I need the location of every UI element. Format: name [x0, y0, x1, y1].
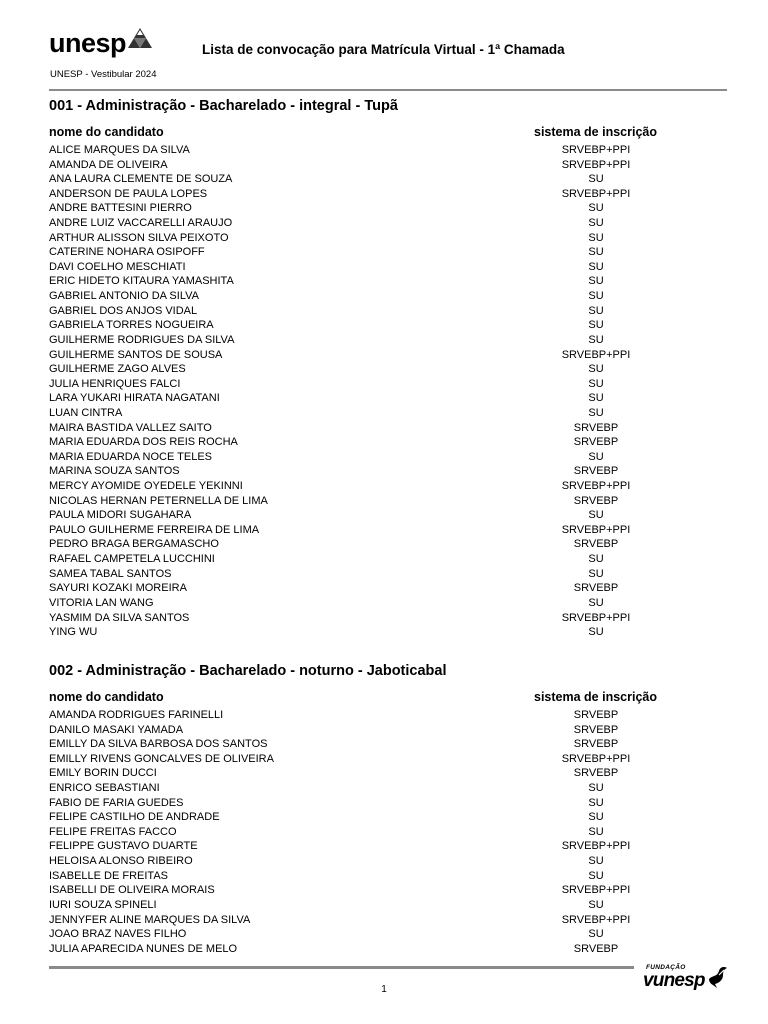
candidate-name: YING WU	[49, 626, 98, 639]
candidate-row	[49, 274, 729, 289]
page-header	[49, 26, 727, 84]
candidate-system: SU	[588, 275, 604, 288]
candidate-name: MERCY AYOMIDE OYEDELE YEKINNI	[49, 480, 243, 493]
candidate-row	[49, 596, 729, 611]
candidate-system: SU	[588, 392, 604, 405]
candidate-name: ENRICO SEBASTIANI	[49, 782, 160, 795]
candidate-name: EMILLY DA SILVA BARBOSA DOS SANTOS	[49, 738, 268, 751]
candidate-row	[49, 318, 729, 333]
candidate-name: ANDERSON DE PAULA LOPES	[49, 187, 208, 200]
candidate-name: GABRIEL DOS ANJOS VIDAL	[49, 304, 198, 317]
candidate-row	[49, 737, 729, 752]
candidate-name: RAFAEL CAMPETELA LUCCHINI	[49, 553, 215, 566]
candidate-system: SRVEBP	[573, 436, 619, 449]
candidate-system: SU	[588, 567, 604, 580]
candidate-row	[49, 752, 729, 767]
candidate-system: SRVEBP+PPI	[561, 840, 631, 853]
course-section	[49, 96, 729, 640]
candidate-row	[49, 348, 729, 363]
candidate-system: SRVEBP	[573, 709, 619, 721]
candidate-name: DANILO MASAKI YAMADA	[49, 723, 184, 736]
candidate-system: SRVEBP+PPI	[561, 480, 631, 493]
candidate-row	[49, 187, 729, 202]
candidate-name: GUILHERME SANTOS DE SOUSA	[49, 348, 223, 361]
section-title: 001 - Administração - Bacharelado - integral - Tupã	[49, 98, 398, 114]
candidate-system: SU	[588, 782, 604, 795]
candidate-name: FELIPE CASTILHO DE ANDRADE	[49, 811, 220, 824]
candidate-system: SRVEBP+PPI	[561, 158, 631, 171]
candidate-row	[49, 377, 729, 392]
candidate-name: NICOLAS HERNAN PETERNELLA DE LIMA	[49, 494, 268, 507]
candidate-system: SU	[588, 231, 604, 244]
candidate-system: SRVEBP+PPI	[561, 523, 631, 536]
candidate-system: SU	[588, 450, 604, 463]
candidate-name: ANDRE LUIZ VACCARELLI ARAUJO	[49, 217, 233, 230]
candidate-system: SU	[588, 553, 604, 566]
candidate-row	[49, 839, 729, 854]
candidate-name: LARA YUKARI HIRATA NAGATANI	[49, 392, 220, 405]
logo-wordmark: unesp	[49, 28, 127, 58]
candidate-system: SU	[588, 796, 604, 809]
candidate-name: ISABELLI DE OLIVEIRA MORAIS	[49, 884, 215, 897]
candidate-system: SU	[588, 202, 604, 215]
candidate-row	[49, 508, 729, 523]
candidate-row	[49, 464, 729, 479]
candidate-row	[49, 537, 729, 552]
candidate-row	[49, 942, 729, 957]
candidate-name: GUILHERME RODRIGUES DA SILVA	[49, 333, 235, 346]
candidate-name: MARINA SOUZA SANTOS	[49, 465, 180, 478]
candidate-row	[49, 494, 729, 509]
candidate-name: SAYURI KOZAKI MOREIRA	[49, 582, 187, 595]
candidate-system: SRVEBP	[573, 942, 619, 955]
candidate-name: AMANDA RODRIGUES FARINELLI	[49, 709, 224, 721]
candidate-name: IURI SOUZA SPINELI	[49, 898, 157, 911]
candidate-name: GABRIEL ANTONIO DA SILVA	[49, 290, 199, 303]
column-headers	[49, 125, 729, 143]
candidate-row	[49, 927, 729, 942]
candidate-row	[49, 333, 729, 348]
candidate-row	[49, 552, 729, 567]
candidate-system: SRVEBP+PPI	[561, 348, 631, 361]
candidate-name: ANA LAURA CLEMENTE DE SOUZA	[49, 173, 233, 186]
column-header-name: nome do candidato	[49, 125, 164, 139]
candidate-row	[49, 567, 729, 582]
candidate-name: ALICE MARQUES DA SILVA	[49, 144, 190, 156]
candidate-system: SU	[588, 825, 604, 838]
candidate-system: SU	[588, 626, 604, 639]
candidate-row	[49, 825, 729, 840]
candidate-row	[49, 766, 729, 781]
candidate-row	[49, 362, 729, 377]
candidate-system: SRVEBP+PPI	[561, 752, 631, 765]
candidate-name: GUILHERME ZAGO ALVES	[49, 363, 186, 376]
candidate-system: SRVEBP+PPI	[561, 611, 631, 624]
candidate-row	[49, 158, 729, 173]
candidate-system: SU	[588, 509, 604, 522]
candidate-row	[49, 611, 729, 626]
candidate-row	[49, 723, 729, 738]
candidate-system: SRVEBP+PPI	[561, 884, 631, 897]
logo-caption: FUNDAÇÃO	[646, 964, 686, 971]
candidate-row	[49, 796, 729, 811]
section-title: 002 - Administração - Bacharelado - noturno - Jaboticabal	[49, 663, 447, 679]
candidate-name: EMILY BORIN DUCCI	[49, 767, 157, 780]
candidate-system: SU	[588, 363, 604, 376]
unesp-logo	[49, 26, 152, 60]
document-subtitle: UNESP - Vestibular 2024	[50, 69, 157, 80]
candidate-name: MAIRA BASTIDA VALLEZ SAITO	[49, 421, 212, 434]
bird-icon	[707, 965, 729, 989]
candidate-row	[49, 913, 729, 928]
candidate-row	[49, 883, 729, 898]
column-header-name: nome do candidato	[49, 690, 164, 704]
candidate-name: JENNYFER ALINE MARQUES DA SILVA	[49, 913, 251, 926]
candidate-name: FELIPPE GUSTAVO DUARTE	[49, 840, 198, 853]
candidate-list	[49, 143, 729, 640]
candidate-row	[49, 854, 729, 869]
candidate-system: SRVEBP	[573, 767, 619, 780]
candidate-row	[49, 391, 729, 406]
candidate-name: DAVI COELHO MESCHIATI	[49, 260, 186, 273]
candidate-row	[49, 143, 729, 158]
candidate-row	[49, 479, 729, 494]
candidate-system: SU	[588, 173, 604, 186]
candidate-name: ISABELLE DE FREITAS	[49, 869, 169, 882]
candidate-system: SRVEBP	[573, 723, 619, 736]
candidate-system: SU	[588, 217, 604, 230]
candidate-row	[49, 450, 729, 465]
document-title: Lista de convocação para Matrícula Virtual - 1ª Chamada	[202, 42, 565, 57]
candidate-system: SRVEBP	[573, 421, 619, 434]
candidate-row	[49, 201, 729, 216]
candidate-system: SRVEBP+PPI	[561, 187, 631, 200]
candidate-name: VITORIA LAN WANG	[49, 596, 154, 609]
candidate-system: SU	[588, 596, 604, 609]
candidate-system: SU	[588, 406, 604, 419]
candidate-row	[49, 304, 729, 319]
header-divider	[49, 89, 727, 91]
candidate-row	[49, 231, 729, 246]
candidate-row	[49, 216, 729, 231]
candidate-system: SRVEBP	[573, 538, 619, 551]
unesp-triangle-icon	[128, 28, 152, 50]
column-header-system: sistema de inscrição	[534, 690, 657, 704]
candidate-name: LUAN CINTRA	[49, 406, 123, 419]
candidate-system: SRVEBP+PPI	[561, 913, 631, 926]
candidate-row	[49, 260, 729, 275]
candidate-row	[49, 708, 729, 723]
candidate-name: MARIA EDUARDA DOS REIS ROCHA	[49, 436, 238, 449]
candidate-name: HELOISA ALONSO RIBEIRO	[49, 855, 193, 868]
candidate-name: JOAO BRAZ NAVES FILHO	[49, 928, 187, 941]
candidate-name: MARIA EDUARDA NOCE TELES	[49, 450, 213, 463]
candidate-name: JULIA APARECIDA NUNES DE MELO	[49, 942, 238, 955]
candidate-row	[49, 625, 729, 640]
course-section	[49, 661, 729, 956]
candidate-row	[49, 523, 729, 538]
candidate-row	[49, 781, 729, 796]
candidate-system: SRVEBP	[573, 494, 619, 507]
candidate-name: ERIC HIDETO KITAURA YAMASHITA	[49, 275, 234, 288]
candidate-system: SU	[588, 319, 604, 332]
candidate-system: SU	[588, 246, 604, 259]
candidate-name: GABRIELA TORRES NOGUEIRA	[49, 319, 214, 332]
page-number: 1	[381, 984, 387, 995]
candidate-name: PAULO GUILHERME FERREIRA DE LIMA	[49, 523, 260, 536]
candidate-row	[49, 435, 729, 450]
candidate-name: ARTHUR ALISSON SILVA PEIXOTO	[49, 231, 229, 244]
candidate-system: SRVEBP	[573, 465, 619, 478]
candidate-system: SU	[588, 928, 604, 941]
candidate-name: YASMIM DA SILVA SANTOS	[49, 611, 190, 624]
candidate-row	[49, 581, 729, 596]
candidate-system: SU	[588, 811, 604, 824]
candidate-name: CATERINE NOHARA OSIPOFF	[49, 246, 205, 259]
candidate-system: SRVEBP	[573, 738, 619, 751]
vunesp-logo	[641, 964, 731, 994]
candidate-system: SU	[588, 333, 604, 346]
candidate-system: SU	[588, 290, 604, 303]
candidate-system: SU	[588, 304, 604, 317]
candidate-name: SAMEA TABAL SANTOS	[49, 567, 172, 580]
candidate-system: SU	[588, 869, 604, 882]
candidate-name: ANDRE BATTESINI PIERRO	[49, 202, 192, 215]
candidate-name: FELIPE FREITAS FACCO	[49, 825, 177, 838]
column-header-system: sistema de inscrição	[534, 125, 657, 139]
candidate-name: JULIA HENRIQUES FALCI	[49, 377, 181, 390]
candidate-system: SU	[588, 898, 604, 911]
candidate-name: PAULA MIDORI SUGAHARA	[49, 509, 192, 522]
candidate-row	[49, 421, 729, 436]
candidate-name: FABIO DE FARIA GUEDES	[49, 796, 184, 809]
candidate-name: PEDRO BRAGA BERGAMASCHO	[49, 538, 219, 551]
candidate-row	[49, 289, 729, 304]
logo-wordmark: vunesp	[643, 970, 705, 991]
candidate-system: SU	[588, 377, 604, 390]
candidate-name: EMILLY RIVENS GONCALVES DE OLIVEIRA	[49, 752, 274, 765]
footer-divider	[49, 966, 634, 969]
candidate-row	[49, 898, 729, 913]
candidate-row	[49, 245, 729, 260]
candidate-system: SU	[588, 260, 604, 273]
column-headers	[49, 690, 729, 708]
candidate-system: SU	[588, 855, 604, 868]
candidate-list	[49, 708, 729, 956]
candidate-name: AMANDA DE OLIVEIRA	[49, 158, 168, 171]
candidate-row	[49, 172, 729, 187]
candidate-row	[49, 406, 729, 421]
candidate-row	[49, 810, 729, 825]
candidate-row	[49, 869, 729, 884]
candidate-system: SRVEBP	[573, 582, 619, 595]
candidate-system: SRVEBP+PPI	[561, 144, 631, 156]
